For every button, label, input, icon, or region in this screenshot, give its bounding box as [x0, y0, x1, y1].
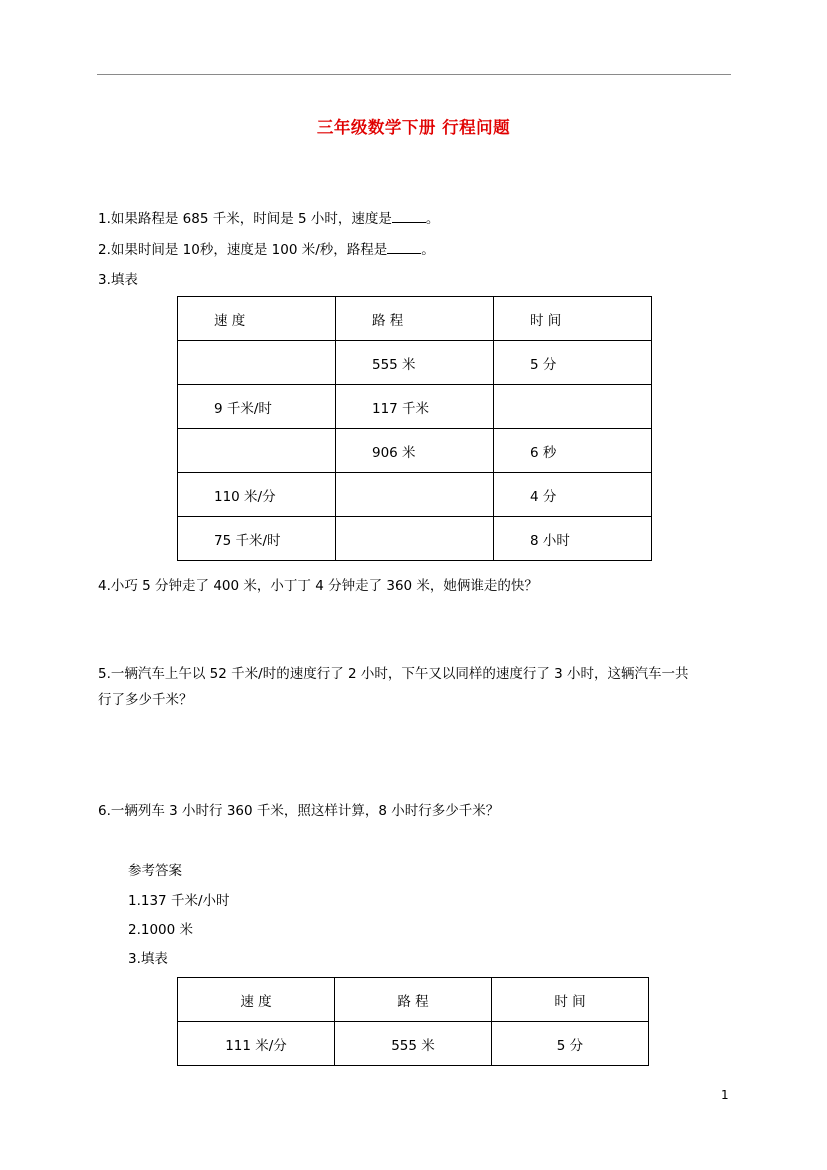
table-row [178, 517, 652, 561]
table-cell: 4 分 [494, 473, 652, 517]
question-5-line-1: 5.一辆汽车上午以 52 千米/时的速度行了 2 小时，下午又以同样的速度行了 3 小时，这辆汽车一共 [98, 666, 689, 682]
page-number: 1 [721, 1088, 729, 1102]
table-cell [336, 517, 494, 561]
table-cell: 5 分 [494, 341, 652, 385]
table-cell [494, 385, 652, 429]
answer-table [177, 977, 649, 1066]
question-1-end: 。 [425, 211, 440, 227]
question-2-text: 2.如果时间是 10秒，速度是 100 米/秒，路程是 [98, 242, 388, 258]
table-cell [336, 473, 494, 517]
question-3: 3.填表 [98, 272, 138, 288]
question-1 [98, 207, 439, 227]
table-cell: 906 米 [336, 429, 494, 473]
table-cell [178, 429, 336, 473]
table-row [178, 473, 652, 517]
answers-heading: 参考答案 [128, 863, 182, 879]
question-5-line-2: 行了多少千米？ [98, 692, 193, 708]
table-cell [178, 341, 336, 385]
table-cell: 9 千米/时 [178, 385, 336, 429]
table-row [178, 385, 652, 429]
answer-blank-1[interactable] [392, 209, 426, 223]
table-cell: 117 千米 [336, 385, 494, 429]
table-cell: 111 米/分 [178, 1022, 335, 1066]
answer-3: 3.填表 [128, 951, 168, 967]
header-speed: 速 度 [178, 978, 335, 1022]
table-cell: 110 米/分 [178, 473, 336, 517]
header-distance: 路 程 [336, 297, 494, 341]
table-row [178, 1022, 649, 1066]
header-time: 时 间 [492, 978, 649, 1022]
header-distance: 路 程 [335, 978, 492, 1022]
table-cell: 555 米 [335, 1022, 492, 1066]
question-4: 4.小巧 5 分钟走了 400 米，小丁丁 4 分钟走了 360 米，她俩谁走的快？ [98, 578, 538, 594]
header-speed: 速 度 [178, 297, 336, 341]
header-time: 时 间 [494, 297, 652, 341]
question-1-text: 1.如果路程是 685 千米，时间是 5 小时，速度是 [98, 211, 392, 227]
table-cell: 8 小时 [494, 517, 652, 561]
answer-2: 2.1000 米 [128, 922, 194, 938]
table-cell: 6 秒 [494, 429, 652, 473]
answer-blank-2[interactable] [387, 240, 421, 254]
table-header-row [178, 978, 649, 1022]
question-2 [98, 238, 435, 258]
table-cell: 5 分 [492, 1022, 649, 1066]
question-2-end: 。 [421, 242, 435, 258]
table-cell: 555 米 [336, 341, 494, 385]
table-row [178, 341, 652, 385]
answer-1: 1.137 千米/小时 [128, 893, 230, 909]
table-row [178, 429, 652, 473]
question-6: 6.一辆列车 3 小时行 360 千米，照这样计算，8 小时行多少千米？ [98, 803, 500, 819]
table-cell: 75 千米/时 [178, 517, 336, 561]
page-title: 三年级数学下册 行程问题 [316, 118, 511, 137]
header-rule [97, 74, 731, 75]
fill-table [177, 296, 652, 561]
table-header-row [178, 297, 652, 341]
